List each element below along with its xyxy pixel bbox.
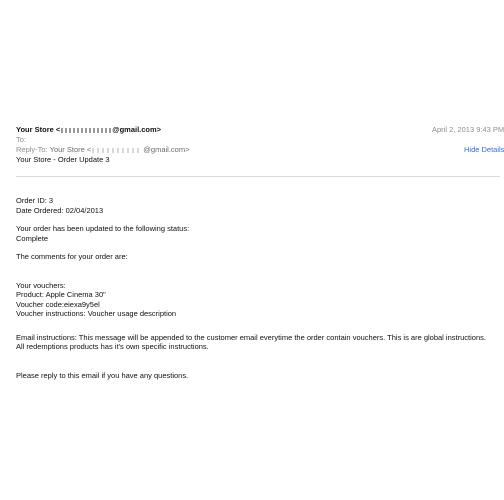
order-status: Complete (16, 233, 49, 243)
email-instructions-line-2: All redemptions products has it's own specific instructions. (16, 342, 209, 351)
date-ordered: Date Ordered: 02/04/2013 (16, 205, 104, 215)
voucher-product: Product: Apple Cinema 30" (16, 290, 106, 299)
redacted-email-local-part (61, 128, 111, 133)
comments-intro: The comments for your order are: (16, 252, 128, 261)
from-row (16, 125, 504, 135)
reply-to-row (16, 145, 500, 155)
email-subject: Your Store - Order Update 3 (16, 155, 110, 164)
sender-email-domain[interactable]: @gmail.com> (112, 125, 162, 134)
reply-to-email-domain[interactable]: @gmail.com> (143, 145, 190, 154)
reply-note: Please reply to this email if you have any questions. (16, 370, 189, 380)
to-label: To: (16, 135, 27, 144)
order-id: Order ID: 3 (16, 196, 54, 205)
status-intro: Your order has been updated to the following status: (16, 224, 190, 233)
voucher-code: Voucher code:eiexa9y5el (16, 299, 100, 309)
email-body (16, 196, 500, 380)
reply-to-name[interactable]: Your Store < (49, 145, 92, 154)
hide-details-link[interactable]: Hide Details (464, 145, 504, 154)
sender-name[interactable]: Your Store < (16, 125, 61, 134)
subject-row (16, 155, 500, 165)
reply-to-label: Reply-To: (16, 145, 48, 154)
redacted-reply-to-email (92, 148, 142, 153)
voucher-instructions: Voucher instructions: Voucher usage description (16, 309, 177, 318)
header-divider (16, 176, 500, 177)
email-instructions-line-1: Email instructions: This message will be appended to the customer email everytime the order contain vouchers. This is are global instructions. (16, 332, 486, 342)
email-date: April 2, 2013 9:43 PM (432, 125, 504, 134)
email-header (16, 125, 504, 165)
vouchers-heading: Your vouchers: (16, 280, 66, 290)
